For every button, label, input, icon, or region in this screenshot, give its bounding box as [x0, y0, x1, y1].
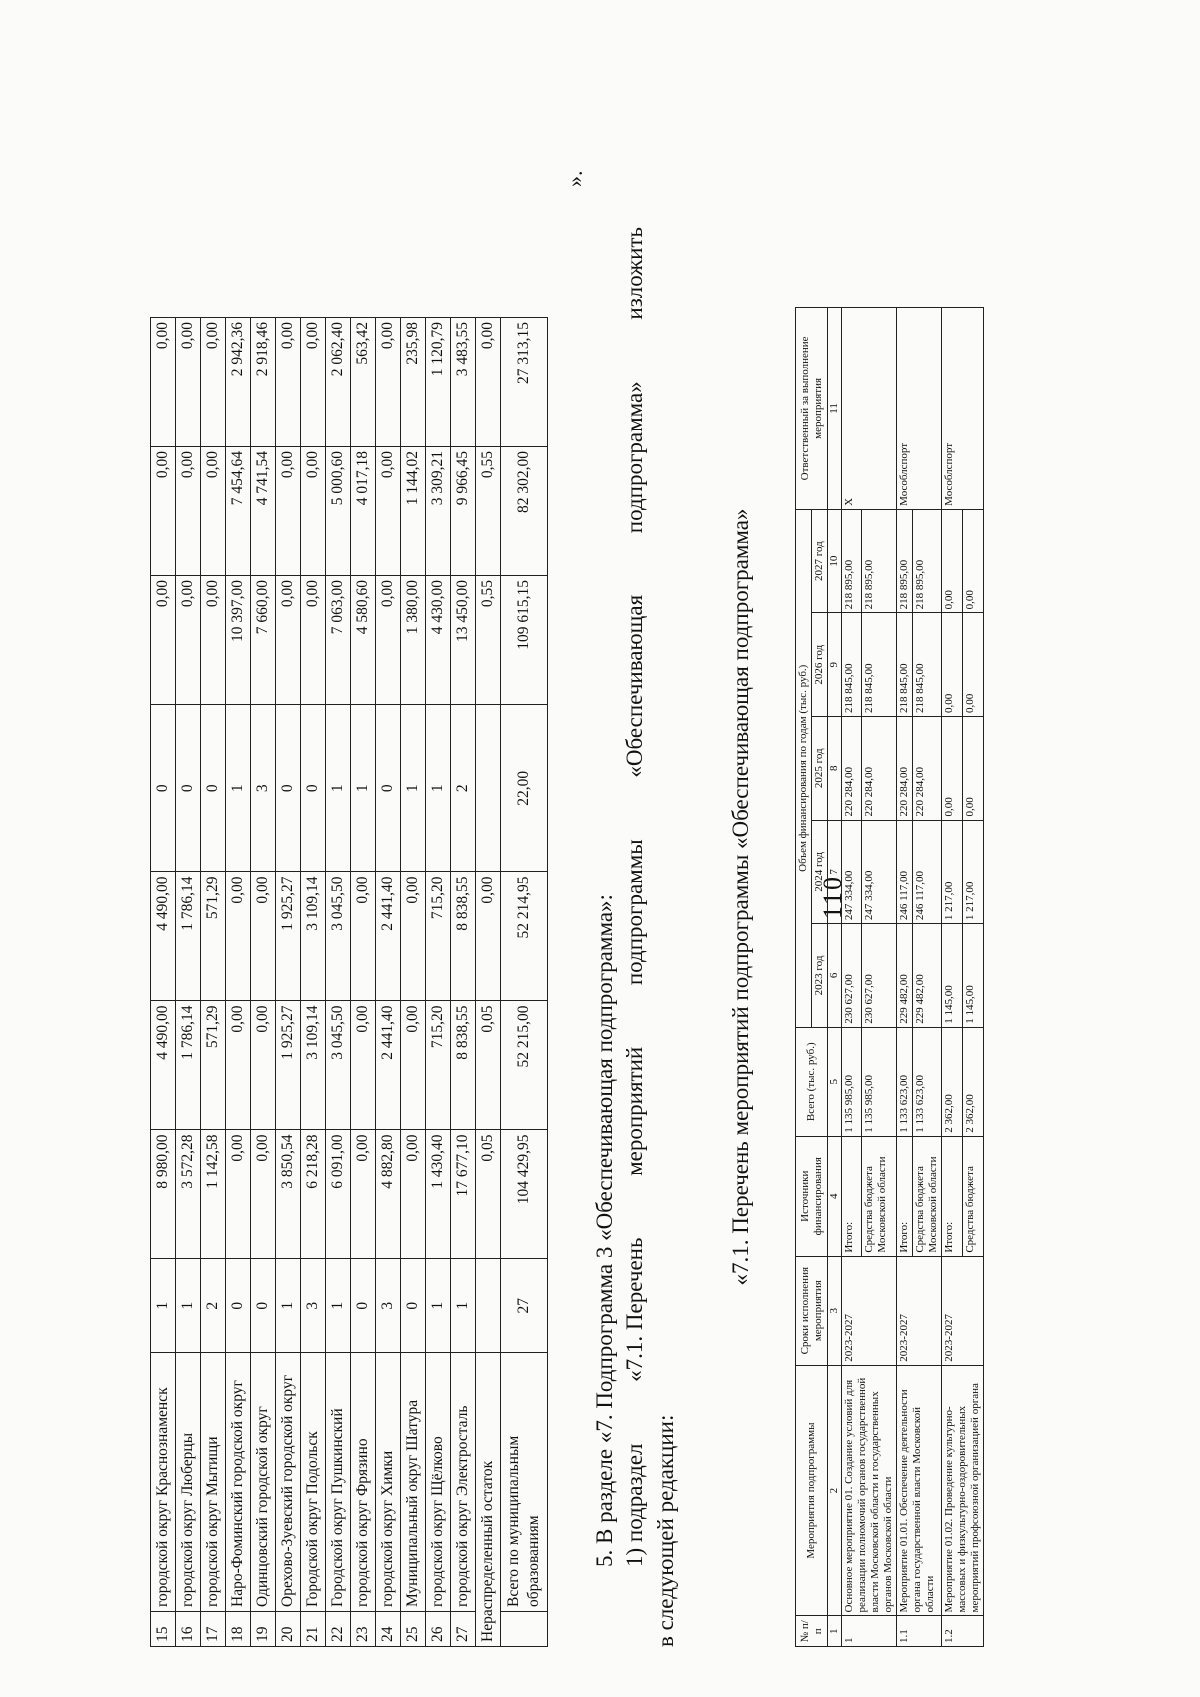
- subsection-instruction: [622, 227, 648, 1567]
- column-number: 3: [828, 1256, 842, 1365]
- funding-source: Средства бюджета: [963, 1136, 984, 1256]
- header-2027: 2027 год: [812, 509, 828, 613]
- municipality-name: Городской округ Подольск: [301, 1353, 326, 1612]
- value-cell: 2 062,40: [326, 318, 351, 447]
- funding-source: Итого:: [842, 1136, 862, 1256]
- total-value: 82 302,00: [501, 447, 548, 576]
- unallocated-label: Нераспределенный остаток: [476, 1353, 501, 1647]
- value-cell: 0: [176, 705, 201, 872]
- value-cell: 0: [151, 705, 176, 872]
- column-number: 7: [828, 820, 842, 924]
- funding-y2027: 0,00: [963, 509, 984, 613]
- funding-y2023: 229 482,00: [913, 924, 942, 1028]
- municipality-name: городской округ Фрязино: [351, 1353, 376, 1612]
- table-row: [301, 318, 326, 1647]
- municipality-name: Орехово-Зуевский городской округ: [276, 1353, 301, 1612]
- funding-y2025: 0,00: [963, 716, 984, 820]
- value-cell: 0,00: [226, 1130, 251, 1259]
- value-cell: 3: [301, 1259, 326, 1353]
- header-sources: Источники финансирования: [796, 1136, 828, 1256]
- responsible-party: Мособлспорт: [897, 308, 942, 510]
- value-cell: 3 850,54: [276, 1130, 301, 1259]
- funding-source: Итого:: [942, 1136, 963, 1256]
- header-total: Всего (тыс. руб.): [796, 1027, 828, 1136]
- funding-y2027: 218 895,00: [842, 509, 862, 613]
- value-cell: 0: [251, 1259, 276, 1353]
- value-cell: 7 454,64: [226, 447, 251, 576]
- column-number: 5: [828, 1027, 842, 1136]
- instruction-word: 1) подраздел: [622, 1443, 647, 1567]
- total-value: 27 313,15: [501, 318, 548, 447]
- value-cell: 3 483,55: [451, 318, 476, 447]
- value-cell: 235,98: [401, 318, 426, 447]
- value-cell: 1: [226, 705, 251, 872]
- funding-total: 1 135 985,00: [842, 1027, 862, 1136]
- table-row: [351, 318, 376, 1647]
- funding-y2024: 247 334,00: [842, 820, 862, 924]
- row-number: 23: [351, 1612, 376, 1647]
- funding-y2024: 246 117,00: [913, 820, 942, 924]
- row-number: 24: [376, 1612, 401, 1647]
- funding-total: 1 135 985,00: [861, 1027, 896, 1136]
- municipality-name: городской округ Люберцы: [176, 1353, 201, 1612]
- header-num: № п/п: [796, 1616, 828, 1647]
- responsible-party: Мособлспорт: [942, 308, 984, 510]
- funding-total: 2 362,00: [942, 1027, 963, 1136]
- value-cell: 0,00: [401, 1001, 426, 1130]
- value-cell: 0: [276, 705, 301, 872]
- total-row: [501, 318, 548, 1647]
- value-cell: 0,00: [351, 872, 376, 1001]
- table-row: [226, 318, 251, 1647]
- activity-name: Мероприятие 01.02. Проведение культурно-массовых и физкультурно-оздоровительных мероприятий профсоюзной организацией органа: [942, 1365, 984, 1616]
- value-cell: 1 144,02: [401, 447, 426, 576]
- funding-y2026: 0,00: [942, 613, 963, 717]
- municipality-name: городской округ Мытищи: [201, 1353, 226, 1612]
- value-cell: 571,29: [201, 872, 226, 1001]
- header-responsible: Ответственный за выполнение мероприятия: [796, 308, 828, 510]
- funding-y2024: 1 217,00: [963, 820, 984, 924]
- value-cell: 4 430,00: [426, 576, 451, 705]
- value-cell: 0,05: [476, 1001, 501, 1130]
- value-cell: 0,00: [301, 447, 326, 576]
- funding-total: 1 133 623,00: [913, 1027, 942, 1136]
- value-cell: 5 000,60: [326, 447, 351, 576]
- municipality-name: городской округ Краснознаменск: [151, 1353, 176, 1612]
- value-cell: 0,00: [151, 576, 176, 705]
- value-cell: 1: [151, 1259, 176, 1353]
- header-2023: 2023 год: [812, 924, 828, 1028]
- column-number: 4: [828, 1136, 842, 1256]
- value-cell: 2 441,40: [376, 872, 401, 1001]
- funding-y2026: 218 845,00: [861, 613, 896, 717]
- value-cell: 2 441,40: [376, 1001, 401, 1130]
- funding-y2027: 218 895,00: [861, 509, 896, 613]
- value-cell: 2 942,36: [226, 318, 251, 447]
- value-cell: 1: [176, 1259, 201, 1353]
- table-row: [151, 318, 176, 1647]
- value-cell: 563,42: [351, 318, 376, 447]
- value-cell: 1 925,27: [276, 872, 301, 1001]
- total-value: 27: [501, 1259, 548, 1353]
- value-cell: 1: [326, 705, 351, 872]
- funding-y2026: 218 845,00: [842, 613, 862, 717]
- funding-source: Итого:: [897, 1136, 913, 1256]
- funding-y2027: 0,00: [942, 509, 963, 613]
- value-cell: 0,00: [351, 1130, 376, 1259]
- funding-y2023: 1 145,00: [963, 924, 984, 1028]
- activity-name: Мероприятие 01.01. Обеспечение деятельности органа государственной власти Московской области: [897, 1365, 942, 1616]
- municipality-name: Городской округ Пушкинский: [326, 1353, 351, 1612]
- value-cell: 6 091,00: [326, 1130, 351, 1259]
- column-number: 8: [828, 716, 842, 820]
- value-cell: 0,00: [176, 576, 201, 705]
- header-activity: Мероприятия подпрограммы: [796, 1365, 828, 1616]
- total-label: Всего по муниципальным образованиям: [501, 1353, 548, 1612]
- responsible-party: X: [842, 308, 897, 510]
- value-cell: 3 572,28: [176, 1130, 201, 1259]
- table-row: [376, 318, 401, 1647]
- value-cell: 13 450,00: [451, 576, 476, 705]
- row-number: 26: [426, 1612, 451, 1647]
- funding-total: 1 133 623,00: [897, 1027, 913, 1136]
- value-cell: 0,00: [276, 447, 301, 576]
- municipality-name: Муниципальный округ Шатура: [401, 1353, 426, 1612]
- value-cell: 1: [426, 1259, 451, 1353]
- value-cell: 0,00: [226, 872, 251, 1001]
- value-cell: 0,00: [401, 872, 426, 1001]
- activity-terms: 2023-2027: [897, 1256, 942, 1365]
- value-cell: 0,55: [476, 576, 501, 705]
- header-2025: 2025 год: [812, 716, 828, 820]
- value-cell: 1 430,40: [426, 1130, 451, 1259]
- value-cell: 1: [401, 705, 426, 872]
- value-cell: 0,00: [351, 1001, 376, 1130]
- value-cell: 10 397,00: [226, 576, 251, 705]
- funding-y2025: 220 284,00: [842, 716, 862, 820]
- funding-y2024: 246 117,00: [897, 820, 913, 924]
- instruction-continuation: в следующей редакции:: [653, 1414, 678, 1647]
- activities-table: [795, 307, 984, 1647]
- instruction-word: подпрограмма»: [622, 381, 647, 534]
- value-cell: 7 063,00: [326, 576, 351, 705]
- activity-name: Основное мероприятие 01. Создание условий для реализации полномочий органов государственной власти Московской области и государственных органов Московской области: [842, 1365, 897, 1616]
- header-2024: 2024 год: [812, 820, 828, 924]
- value-cell: 0,00: [201, 447, 226, 576]
- value-cell: 0,00: [276, 318, 301, 447]
- row-number: 27: [451, 1612, 476, 1647]
- value-cell: 0,00: [376, 576, 401, 705]
- table-row: [201, 318, 226, 1647]
- value-cell: 4 490,00: [151, 872, 176, 1001]
- value-cell: 0: [301, 705, 326, 872]
- instruction-word: «7.1. Перечень: [622, 1237, 647, 1382]
- value-cell: 1 786,14: [176, 1001, 201, 1130]
- value-cell: 8 838,55: [451, 872, 476, 1001]
- value-cell: 0,00: [176, 447, 201, 576]
- total-value: 104 429,95: [501, 1130, 548, 1259]
- funding-y2025: 220 284,00: [913, 716, 942, 820]
- table-row: [401, 318, 426, 1647]
- value-cell: 1: [326, 1259, 351, 1353]
- municipality-name: Наро-Фоминский городской округ: [226, 1353, 251, 1612]
- header-terms: Сроки исполнения мероприятия: [796, 1256, 828, 1365]
- value-cell: 0: [376, 705, 401, 872]
- value-cell: 17 677,10: [451, 1130, 476, 1259]
- activity-row: [897, 308, 913, 1647]
- row-number: 21: [301, 1612, 326, 1647]
- value-cell: 0,00: [301, 318, 326, 447]
- table-row: [276, 318, 301, 1647]
- municipality-name: Одинцовский городской округ: [251, 1353, 276, 1612]
- table-row: [326, 318, 351, 1647]
- closing-quote: ».: [562, 170, 587, 187]
- value-cell: 8 980,00: [151, 1130, 176, 1259]
- funding-y2025: 0,00: [942, 716, 963, 820]
- funding-y2023: 230 627,00: [842, 924, 862, 1028]
- total-value: 52 215,00: [501, 1001, 548, 1130]
- activity-row: [942, 308, 963, 1647]
- column-number: 2: [828, 1365, 842, 1616]
- total-value: 109 615,15: [501, 576, 548, 705]
- value-cell: 0,00: [251, 1001, 276, 1130]
- activity-number: 1.2: [942, 1616, 984, 1647]
- value-cell: 0: [351, 1259, 376, 1353]
- value-cell: 4 741,54: [251, 447, 276, 576]
- value-cell: 3: [376, 1259, 401, 1353]
- table-row: [451, 318, 476, 1647]
- value-cell: 2: [201, 1259, 226, 1353]
- instruction-word: «Обеспечивающая: [622, 594, 647, 778]
- column-number: 9: [828, 613, 842, 717]
- section-heading: 5. В разделе «7. Подпрограмма 3 «Обеспечивающая подпрограмма»:: [592, 894, 617, 1567]
- value-cell: 0,00: [226, 1001, 251, 1130]
- value-cell: 715,20: [426, 1001, 451, 1130]
- total-value: 22,00: [501, 705, 548, 872]
- value-cell: 4 490,00: [151, 1001, 176, 1130]
- value-cell: 1 925,27: [276, 1001, 301, 1130]
- funding-total: 2 362,00: [963, 1027, 984, 1136]
- value-cell: 0,00: [401, 1130, 426, 1259]
- funding-y2026: 218 845,00: [913, 613, 942, 717]
- value-cell: 0,00: [476, 318, 501, 447]
- funding-y2024: 247 334,00: [861, 820, 896, 924]
- value-cell: 1 120,79: [426, 318, 451, 447]
- instruction-word: изложить: [622, 227, 647, 320]
- value-cell: 3 109,14: [301, 1001, 326, 1130]
- value-cell: 3: [251, 705, 276, 872]
- instruction-word: мероприятий: [622, 1046, 647, 1176]
- funding-source: Средства бюджета Московской области: [913, 1136, 942, 1256]
- row-number: 19: [251, 1612, 276, 1647]
- funding-y2027: 218 895,00: [913, 509, 942, 613]
- funding-y2026: 218 845,00: [897, 613, 913, 717]
- funding-source: Средства бюджета Московской области: [861, 1136, 896, 1256]
- value-cell: 1 380,00: [401, 576, 426, 705]
- value-cell: 1 142,58: [201, 1130, 226, 1259]
- value-cell: 1: [451, 1259, 476, 1353]
- value-cell: 715,20: [426, 872, 451, 1001]
- value-cell: [476, 705, 501, 872]
- value-cell: 0,00: [251, 1130, 276, 1259]
- value-cell: 4 017,18: [351, 447, 376, 576]
- value-cell: 3 309,21: [426, 447, 451, 576]
- subsection-title: «7.1. Перечень мероприятий подпрограммы «Обеспечивающая подпрограмма»: [728, 508, 753, 1286]
- value-cell: 3 109,14: [301, 872, 326, 1001]
- activity-number: 1: [842, 1616, 897, 1647]
- value-cell: 0,00: [151, 447, 176, 576]
- activity-terms: 2023-2027: [842, 1256, 897, 1365]
- funding-y2026: 0,00: [963, 613, 984, 717]
- municipality-name: городской округ Электросталь: [451, 1353, 476, 1612]
- activity-number: 1.1: [897, 1616, 942, 1647]
- value-cell: 0,00: [151, 318, 176, 447]
- column-number: 6: [828, 924, 842, 1028]
- row-number: 25: [401, 1612, 426, 1647]
- table-row: [251, 318, 276, 1647]
- value-cell: 9 966,45: [451, 447, 476, 576]
- header-volume: Объем финансирования по годам (тыс. руб.): [796, 509, 812, 1027]
- value-cell: 1 786,14: [176, 872, 201, 1001]
- value-cell: 0: [401, 1259, 426, 1353]
- value-cell: 0,00: [201, 318, 226, 447]
- table-row: [176, 318, 201, 1647]
- column-number: 10: [828, 509, 842, 613]
- value-cell: 2 918,46: [251, 318, 276, 447]
- rotated-content: [10, 107, 1130, 1687]
- municipal-allocation-table: [150, 317, 548, 1647]
- header-2026: 2026 год: [812, 613, 828, 717]
- row-number: 16: [176, 1612, 201, 1647]
- column-number: 11: [828, 308, 842, 510]
- funding-y2023: 1 145,00: [942, 924, 963, 1028]
- funding-y2024: 1 217,00: [942, 820, 963, 924]
- funding-y2023: 229 482,00: [897, 924, 913, 1028]
- value-cell: 0,05: [476, 1130, 501, 1259]
- activity-terms: 2023-2027: [942, 1256, 984, 1365]
- value-cell: 0,00: [301, 576, 326, 705]
- value-cell: 0,00: [251, 872, 276, 1001]
- municipality-name: городской округ Химки: [376, 1353, 401, 1612]
- value-cell: 6 218,28: [301, 1130, 326, 1259]
- table-row: [426, 318, 451, 1647]
- value-cell: 0,55: [476, 447, 501, 576]
- value-cell: 0,00: [201, 576, 226, 705]
- value-cell: 571,29: [201, 1001, 226, 1130]
- value-cell: 0,00: [176, 318, 201, 447]
- value-cell: 7 660,00: [251, 576, 276, 705]
- value-cell: 3 045,50: [326, 1001, 351, 1130]
- value-cell: 0,00: [376, 318, 401, 447]
- value-cell: 3 045,50: [326, 872, 351, 1001]
- funding-y2027: 218 895,00: [897, 509, 913, 613]
- instruction-word: подпрограммы: [622, 839, 647, 986]
- row-number: 17: [201, 1612, 226, 1647]
- column-number: 1: [828, 1616, 842, 1647]
- value-cell: 0: [226, 1259, 251, 1353]
- value-cell: 2: [451, 705, 476, 872]
- funding-y2025: 220 284,00: [897, 716, 913, 820]
- value-cell: 1: [351, 705, 376, 872]
- value-cell: 1: [276, 1259, 301, 1353]
- page-number: 110: [818, 874, 847, 920]
- total-value: 52 214,95: [501, 872, 548, 1001]
- row-number: 20: [276, 1612, 301, 1647]
- value-cell: 1: [426, 705, 451, 872]
- value-cell: 8 838,55: [451, 1001, 476, 1130]
- value-cell: 4 580,60: [351, 576, 376, 705]
- empty-cell: [501, 1612, 548, 1647]
- municipality-name: городской округ Щёлково: [426, 1353, 451, 1612]
- value-cell: 0,00: [476, 872, 501, 1001]
- funding-y2023: 230 627,00: [861, 924, 896, 1028]
- value-cell: 4 882,80: [376, 1130, 401, 1259]
- row-number: 18: [226, 1612, 251, 1647]
- row-number: 15: [151, 1612, 176, 1647]
- value-cell: 0,00: [276, 576, 301, 705]
- funding-y2025: 220 284,00: [861, 716, 896, 820]
- unallocated-row: [476, 318, 501, 1647]
- value-cell: [476, 1259, 501, 1353]
- value-cell: 0: [201, 705, 226, 872]
- value-cell: 0,00: [376, 447, 401, 576]
- row-number: 22: [326, 1612, 351, 1647]
- activity-row: [842, 308, 862, 1647]
